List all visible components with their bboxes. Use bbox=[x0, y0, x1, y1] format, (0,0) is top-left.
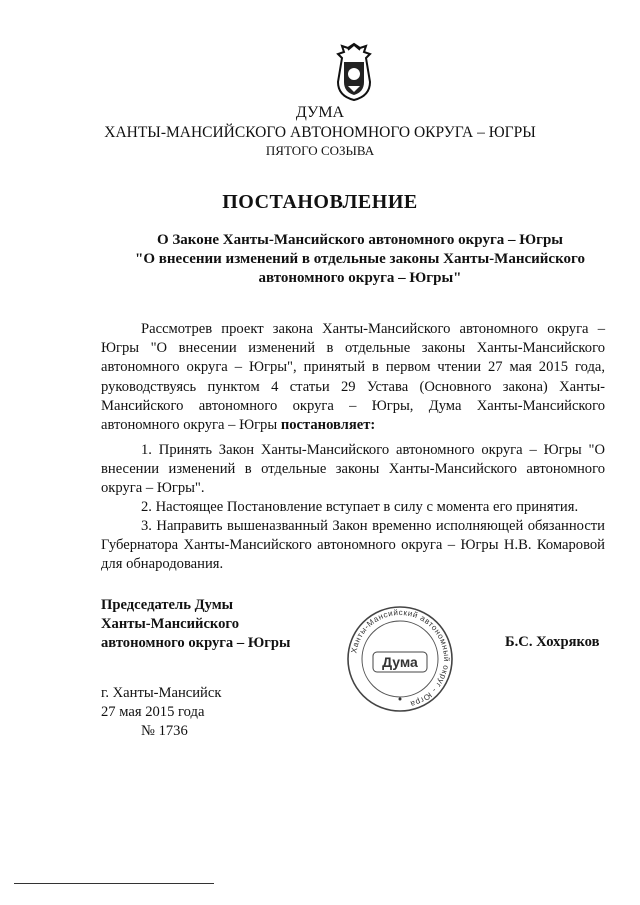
signatory-name: Б.С. Хохряков bbox=[505, 634, 600, 650]
convocation: ПЯТОГО СОЗЫВА bbox=[265, 143, 375, 158]
document-subject bbox=[110, 231, 610, 288]
signatory-title-line-3: автономного округа – Югры bbox=[101, 635, 291, 651]
resolution-item-1: 1. Принять Закон Ханты-Мансийского автономного округа – Югры "О внесении изменений в отдельные законы Ханты-Мансийского автономного округа – Югры". bbox=[101, 442, 605, 497]
footer-divider bbox=[14, 883, 214, 884]
preamble-paragraph bbox=[101, 320, 605, 435]
city: г. Ханты-Мансийск bbox=[101, 685, 222, 701]
preamble-text: Рассмотрев проект закона Ханты-Мансийского автономного округа – Югры "О внесении изменений в отдельные законы Ханты-Мансийского автономного округа – Югры", принятый в первом чтении 27 мая 2015 года, руководствуясь пунктом 4 статьи 29 Устава (Основного закона) Ханты-Мансийского автономного округа – Югры, Дума Ханты-Мансийского автономного округа – Югры bbox=[101, 321, 605, 434]
place-date-block bbox=[101, 684, 221, 741]
document-type-title: ПОСТАНОВЛЕНИЕ bbox=[222, 191, 418, 213]
date: 27 мая 2015 года bbox=[101, 704, 205, 720]
signatory-title-line-1: Председатель Думы bbox=[101, 597, 234, 613]
svg-text:Ханты-Мансийский автономный ок: Ханты-Мансийский автономный округ - Югра bbox=[349, 607, 452, 709]
document-number: № 1736 bbox=[141, 723, 188, 739]
stamp-center-text: Дума bbox=[382, 654, 418, 670]
subject-line-1: О Законе Ханты-Мансийского автономного округа – Югры bbox=[156, 232, 564, 248]
resolution-item-2: 2. Настоящее Постановление вступает в силу с момента его принятия. bbox=[141, 499, 579, 515]
org-name: ДУМА bbox=[295, 104, 345, 121]
signatory-title bbox=[101, 596, 290, 653]
coat-of-arms-emblem bbox=[330, 42, 378, 102]
subject-line-3: автономного округа – Югры" bbox=[258, 270, 462, 286]
signatory-title-line-2: Ханты-Мансийского bbox=[101, 616, 239, 632]
org-region: ХАНТЫ-МАНСИЙСКОГО АВТОНОМНОГО ОКРУГА – ЮГРЫ bbox=[104, 124, 536, 141]
official-seal-stamp bbox=[345, 604, 455, 714]
subject-line-2: "О внесении изменений в отдельные законы Ханты-Мансийского bbox=[135, 251, 585, 267]
resolution-item-3: 3. Направить вышеназванный Закон временно исполняющей обязанности Губернатора Ханты-Мансийского автономного округа – Югры Н.В. Комаровой для обнародования. bbox=[101, 518, 605, 573]
resolves-word: постановляет: bbox=[280, 417, 376, 434]
